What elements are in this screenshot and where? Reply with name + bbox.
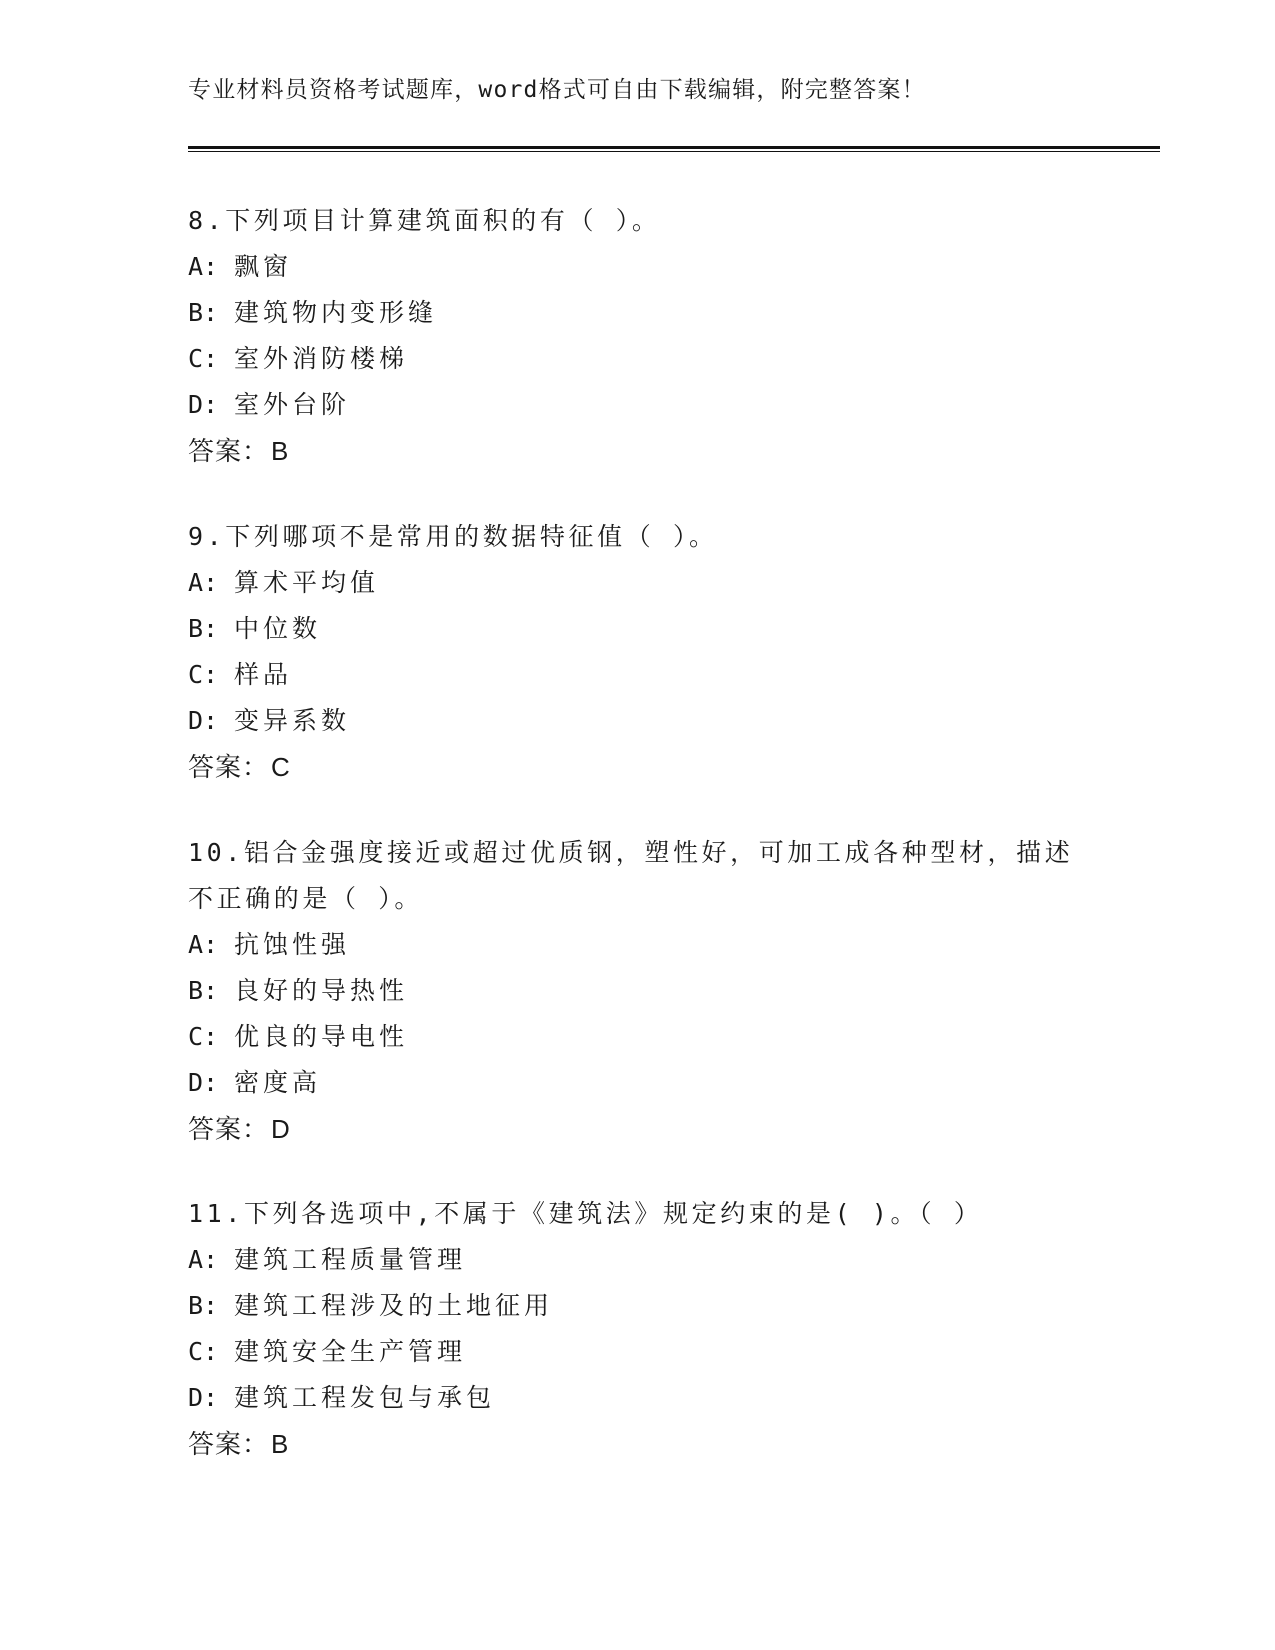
answer-label: 答案： [188, 1114, 270, 1144]
option-text: 抗蚀性强 [234, 930, 351, 959]
option-letter: C: [188, 660, 219, 689]
option-letter: D: [188, 390, 219, 419]
answer-line [188, 428, 1088, 474]
option-c [188, 652, 1088, 698]
option-text: 中位数 [234, 614, 322, 643]
question-block-11 [188, 1191, 1088, 1467]
answer-line [188, 1421, 1088, 1467]
question-block-9 [188, 514, 1088, 790]
option-b [188, 290, 1088, 336]
option-text: 室外台阶 [234, 390, 351, 419]
option-letter: A: [188, 252, 219, 281]
option-text: 优良的导电性 [234, 1022, 409, 1051]
option-b [188, 1283, 1088, 1329]
option-b [188, 606, 1088, 652]
option-text: 良好的导热性 [234, 976, 409, 1005]
option-text: 密度高 [234, 1068, 322, 1097]
page-header-text: 专业材料员资格考试题库，word格式可自由下载编辑，附完整答案！ [188, 77, 926, 103]
answer-value: C [271, 752, 291, 782]
option-text: 飘窗 [234, 252, 293, 281]
option-a [188, 1237, 1088, 1283]
question-block-8 [188, 198, 1088, 474]
option-d [188, 698, 1088, 744]
answer-value: B [271, 1429, 290, 1459]
option-letter: B: [188, 976, 219, 1005]
option-text: 算术平均值 [234, 568, 380, 597]
option-letter: A: [188, 568, 219, 597]
answer-label: 答案： [188, 436, 270, 466]
option-a [188, 922, 1088, 968]
option-letter: D: [188, 1383, 219, 1412]
option-d [188, 1375, 1088, 1421]
option-letter: C: [188, 1022, 219, 1051]
option-text: 建筑工程涉及的土地征用 [234, 1291, 554, 1320]
option-letter: A: [188, 930, 219, 959]
option-letter: D: [188, 706, 219, 735]
option-text: 建筑工程发包与承包 [234, 1383, 496, 1412]
option-letter: B: [188, 614, 219, 643]
question-stem-line-2: 不正确的是（ ）。 [188, 884, 423, 913]
question-block-10 [188, 830, 1088, 1152]
option-c [188, 1014, 1088, 1060]
option-text: 建筑物内变形缝 [234, 298, 438, 327]
option-c [188, 1329, 1088, 1375]
option-text: 建筑安全生产管理 [234, 1337, 467, 1366]
option-d [188, 382, 1088, 428]
option-letter: C: [188, 1337, 219, 1366]
option-letter: B: [188, 298, 219, 327]
answer-label: 答案： [188, 752, 270, 782]
option-letter: B: [188, 1291, 219, 1320]
option-letter: A: [188, 1245, 219, 1274]
option-a [188, 244, 1088, 290]
option-text: 建筑工程质量管理 [234, 1245, 467, 1274]
option-text: 样品 [234, 660, 293, 689]
answer-line [188, 1106, 1088, 1152]
option-text: 室外消防楼梯 [234, 344, 409, 373]
header-divider [188, 146, 1160, 152]
answer-line [188, 744, 1088, 790]
option-text: 变异系数 [234, 706, 351, 735]
option-a [188, 560, 1088, 606]
question-stem: 8.下列项目计算建筑面积的有（ ）。 [188, 206, 661, 235]
question-stem-line-1: 10.铝合金强度接近或超过优质钢，塑性好，可加工成各种型材，描述 [188, 838, 1074, 867]
option-c [188, 336, 1088, 382]
option-letter: C: [188, 344, 219, 373]
answer-value: D [271, 1114, 291, 1144]
answer-label: 答案： [188, 1429, 270, 1459]
answer-value: B [271, 436, 290, 466]
option-d [188, 1060, 1088, 1106]
question-stem: 9.下列哪项不是常用的数据特征值（ ）。 [188, 522, 718, 551]
option-b [188, 968, 1088, 1014]
option-letter: D: [188, 1068, 219, 1097]
question-stem: 11.下列各选项中,不属于《建筑法》规定约束的是( )。（ ） [188, 1199, 983, 1228]
